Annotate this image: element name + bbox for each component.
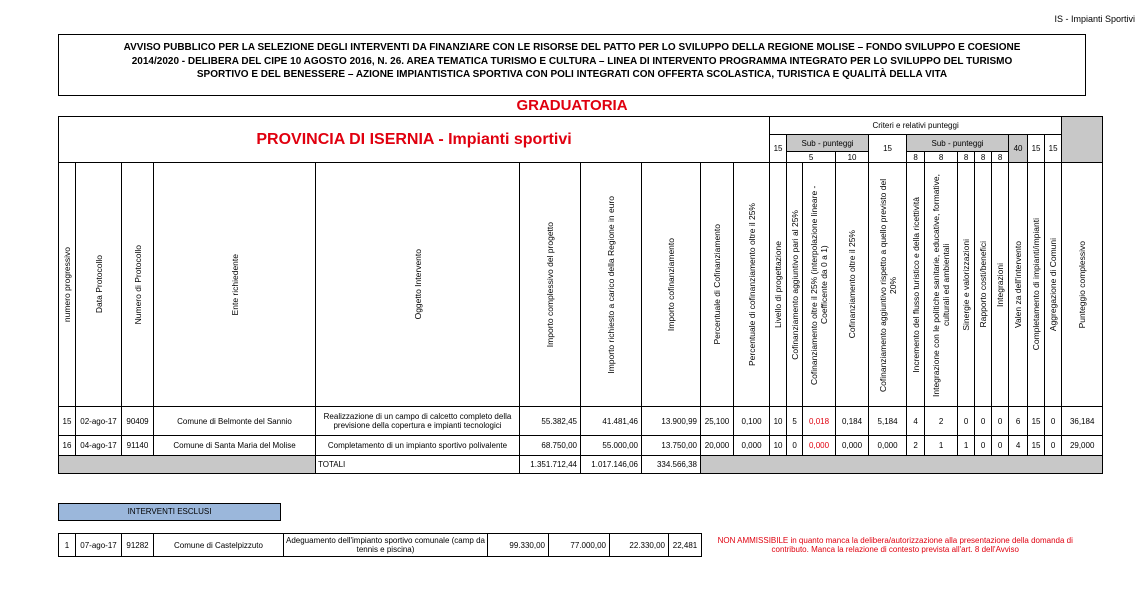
col-header: Numero di Protocollo (122, 163, 154, 407)
cell-liv: 10 (770, 436, 787, 456)
cell-val: 4 (1009, 436, 1028, 456)
cell-agg20: 0,000 (869, 436, 907, 456)
cell-punt: 36,184 (1062, 407, 1103, 436)
excl-data: 07-ago-17 (76, 534, 122, 557)
cell-sin: 0 (958, 407, 975, 436)
punteggio-header-top (1062, 117, 1103, 163)
ranking-table (58, 116, 1103, 474)
col-header: Cofinanziamento aggiuntivo rispetto a quello previsto del 20% (869, 163, 907, 407)
weight-s3: 8 (958, 152, 975, 163)
weight-agg: 15 (1045, 135, 1062, 163)
cell-interp: 0,018 (803, 407, 836, 436)
cell-sin: 1 (958, 436, 975, 456)
cell-integ: 1 (925, 436, 958, 456)
totals-label: TOTALI (316, 456, 520, 474)
col-header: numero progressivo (59, 163, 76, 407)
col-header: Integrazioni (992, 163, 1009, 407)
cell-n: 16 (59, 436, 76, 456)
cell-oltre25: 0,000 (836, 436, 869, 456)
notice-header (58, 34, 1086, 96)
cell-rich: 55.000,00 (581, 436, 642, 456)
weight-s4: 8 (975, 152, 992, 163)
cell-aggr: 0 (1045, 407, 1062, 436)
cell-prot: 90409 (122, 407, 154, 436)
cell-val: 6 (1009, 407, 1028, 436)
col-header: Integrazione con le politiche sanitarie, educative, formative, culturali ed ambientali (925, 163, 958, 407)
cell-liv: 10 (770, 407, 787, 436)
cell-ente: Comune di Belmonte del Sannio (154, 407, 316, 436)
cell-cof: 13.750,00 (642, 436, 701, 456)
notice-line-1: AVVISO PUBBLICO PER LA SELEZIONE DEGLI INTERVENTI DA FINANZIARE CON LE RISORSE DEL PATTO PER LO SVILUPPO DELLA REGIONE MOLISE – FONDO SVILUPPO E COESIONE (123, 42, 1021, 53)
cell-data: 04-ago-17 (76, 436, 122, 456)
excl-ente: Comune di Castelpizzuto (154, 534, 284, 557)
cell-oltre25: 0,184 (836, 407, 869, 436)
totals-row (59, 456, 1103, 474)
col-header: Percentuale di Cofinanziamento (701, 163, 734, 407)
col-header: Rapporto costi/benefici (975, 163, 992, 407)
col-header: Incremento del flusso turistico e della ricettività (907, 163, 925, 407)
col-header: Oggetto Intervento (316, 163, 520, 407)
col-header: Data Protocollo (76, 163, 122, 407)
col-header: Percentuale di cofinanziamento oltre il 25% (734, 163, 770, 407)
col-header: Importo richiesto a carico della Regione in euro (581, 163, 642, 407)
excl-cof: 22.330,00 (610, 534, 669, 557)
col-header: Livello di progettazione (770, 163, 787, 407)
col-header: Ente richiedente (154, 163, 316, 407)
cell-integr: 0 (992, 407, 1009, 436)
cell-oggetto: Realizzazione di un campo di calcetto completo della previsione della copertura e impianti tecnologici (316, 407, 520, 436)
cell-data: 02-ago-17 (76, 407, 122, 436)
province-title: PROVINCIA DI ISERNIA - Impianti sportivi (256, 130, 572, 148)
cell-prot: 91140 (122, 436, 154, 456)
weight-val: 40 (1009, 135, 1028, 163)
cell-inc: 4 (907, 407, 925, 436)
cell-agg25: 5 (787, 407, 803, 436)
cell-oggetto: Completamento di un impianto sportivo polivalente (316, 436, 520, 456)
cell-cof: 13.900,99 (642, 407, 701, 436)
cell-ente: Comune di Santa Maria del Molise (154, 436, 316, 456)
column-header-row (59, 163, 1103, 407)
criteria-header (770, 117, 1062, 135)
weight-liv: 15 (770, 135, 787, 163)
cell-perc: 20,000 (701, 436, 734, 456)
cell-agg20: 5,184 (869, 407, 907, 436)
weight-cofin: 15 (869, 135, 907, 163)
cell-comp: 15 (1028, 436, 1045, 456)
excl-tot: 99.330,00 (488, 534, 549, 557)
col-header: Sinergie e valorizzazioni (958, 163, 975, 407)
cell-agg25: 0 (787, 436, 803, 456)
col-header: Punteggio complessivo (1062, 163, 1103, 407)
totals-rich: 1.017.146,06 (581, 456, 642, 474)
excl-perc: 22,481 (669, 534, 702, 557)
notice-line-3: SPORTIVO E DEL BENESSERE – AZIONE IMPIANTISTICA SPORTIVA CON POLI INTEGRATI CON OFFERTA SCOLASTICA, TURISTICA E QUALITÀ DELLA VITA (196, 69, 948, 80)
excl-oggetto: Adeguamento dell'impianto sportivo comunale (camp da tennis e piscina) (284, 534, 488, 557)
cell-perc: 25,100 (701, 407, 734, 436)
col-header: Cofinanziamento oltre il 25% (interpolazione lineare - Coefficente da 0 a 1) (803, 163, 836, 407)
col-header: Valen za dell'intervento (1009, 163, 1028, 407)
cell-rich: 41.481,46 (581, 407, 642, 436)
sub-punteggi-2: Sub - punteggi (907, 135, 1009, 152)
table-row (59, 407, 1103, 436)
cell-rapp: 0 (975, 407, 992, 436)
cell-tot: 55.382,45 (520, 407, 581, 436)
document-tag: IS - Impianti Sportivi (1054, 14, 1135, 24)
totals-cof: 334.566,38 (642, 456, 701, 474)
col-header: Importo complessivo del progetto (520, 163, 581, 407)
cell-comp: 15 (1028, 407, 1045, 436)
cell-n: 15 (59, 407, 76, 436)
excluded-title: INTERVENTI ESCLUSI (58, 503, 281, 521)
weight-s5: 8 (992, 152, 1009, 163)
notice-line-2: 2014/2020 - DELIBERA DEL CIPE 10 AGOSTO 2016, N. 26. AREA TEMATICA TURISMO E CULTURA – LINEA DI INTERVENTO PROGRAMMA INTEGRATO PER LO SVILUPPO DEL TURISMO (131, 55, 1013, 67)
excl-note (702, 534, 1089, 557)
weight-sub2: 10 (836, 152, 869, 163)
excluded-row (59, 534, 1089, 557)
criteria-title: Criteri e relativi punteggi (872, 121, 959, 130)
cell-integr: 0 (992, 436, 1009, 456)
cell-punt: 29,000 (1062, 436, 1103, 456)
weight-s1: 8 (907, 152, 925, 163)
weight-s2: 8 (925, 152, 958, 163)
cell-rapp: 0 (975, 436, 992, 456)
totals-blank (59, 456, 316, 474)
excl-note-line-2: contributo. Manca la relazione di contesto prevista all'art. 8 dell'Avviso (771, 545, 1019, 554)
weight-comp: 15 (1028, 135, 1045, 163)
cell-oltre: 0,000 (734, 436, 770, 456)
cell-aggr: 0 (1045, 436, 1062, 456)
excluded-table (58, 533, 1089, 557)
excl-rich: 77.000,00 (549, 534, 610, 557)
excl-n: 1 (59, 534, 76, 557)
table-row (59, 436, 1103, 456)
cell-tot: 68.750,00 (520, 436, 581, 456)
cell-inc: 2 (907, 436, 925, 456)
col-header: Importo cofinanziamento (642, 163, 701, 407)
totals-tot: 1.351.712,44 (520, 456, 581, 474)
cell-interp: 0,000 (803, 436, 836, 456)
graduatoria-title: GRADUATORIA (516, 97, 628, 114)
excl-prot: 91282 (122, 534, 154, 557)
excl-note-line-1: NON AMMISSIBILE in quanto manca la delibera/autorizzazione alla presentazione della domanda di (717, 536, 1073, 545)
col-header: Cofinanziamento aggiuntivo pari al 25% (787, 163, 803, 407)
totals-fill (701, 456, 1103, 474)
col-header: Cofinanziamento oltre il 25% (836, 163, 869, 407)
cell-integ: 2 (925, 407, 958, 436)
col-header: Aggregazione di Comuni (1045, 163, 1062, 407)
cell-oltre: 0,100 (734, 407, 770, 436)
weight-sub1: 5 (787, 152, 836, 163)
col-header: Completamento di impianti/impianti (1028, 163, 1045, 407)
province-header (59, 117, 770, 163)
sub-punteggi-1: Sub - punteggi (787, 135, 869, 152)
